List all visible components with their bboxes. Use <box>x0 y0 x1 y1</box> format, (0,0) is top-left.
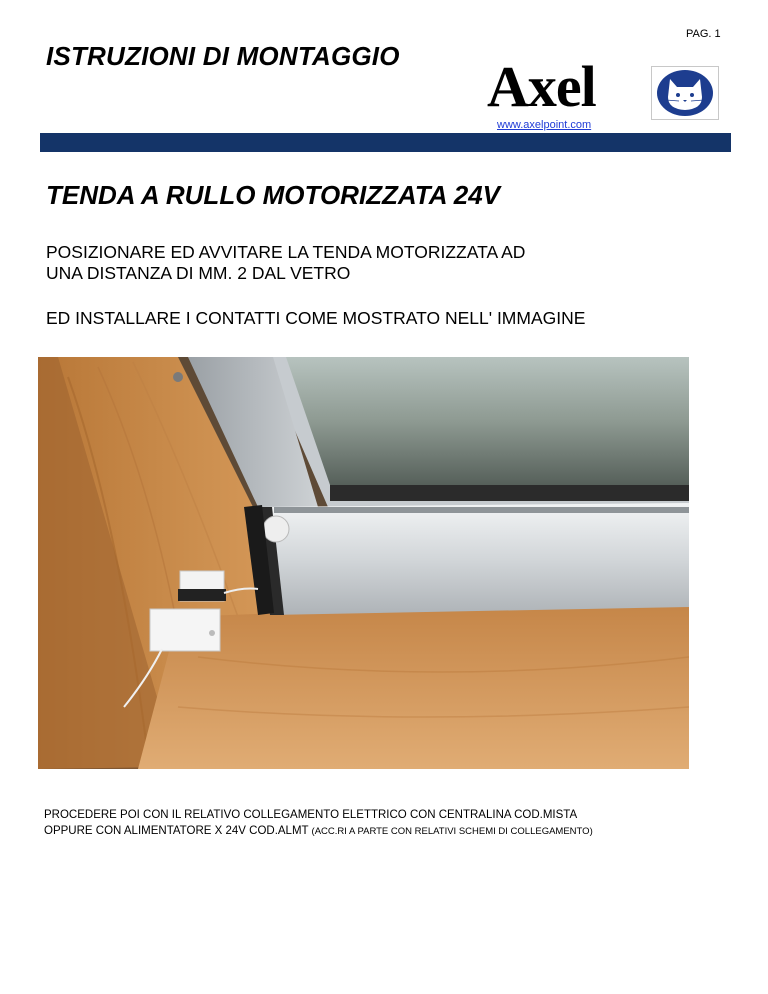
footer-line-main: OPPURE CON ALIMENTATORE X 24V COD.ALMT <box>44 825 312 837</box>
cat-face-icon <box>651 66 719 120</box>
product-title: TENDA A RULLO MOTORIZZATA 24V <box>46 180 501 210</box>
installation-photo <box>38 357 689 769</box>
brand-logo <box>487 54 719 134</box>
instruction-line: UNA DISTANZA DI MM. 2 DAL VETRO <box>46 263 351 283</box>
instruction-line: ED INSTALLARE I CONTATTI COME MOSTRATO NELL' IMMAGINE <box>46 308 586 328</box>
instructions-block <box>46 242 525 284</box>
footer-line: PROCEDERE POI CON IL RELATIVO COLLEGAMENTO ELETTRICO CON CENTRALINA COD.MISTA <box>44 809 578 821</box>
website-link[interactable]: www.axelpoint.com <box>497 119 592 131</box>
footer-note <box>44 807 593 840</box>
footer-line-note: (ACC.RI A PARTE CON RELATIVI SCHEMI DI COLLEGAMENTO) <box>311 826 593 837</box>
page-number: PAG. 1 <box>686 28 721 40</box>
instruction-line: POSIZIONARE ED AVVITARE LA TENDA MOTORIZZATA AD <box>46 242 526 262</box>
document-title: ISTRUZIONI DI MONTAGGIO <box>46 41 400 71</box>
logo-wordmark: Axel <box>487 54 596 119</box>
footer-line <box>44 823 593 840</box>
header-band <box>40 133 731 152</box>
